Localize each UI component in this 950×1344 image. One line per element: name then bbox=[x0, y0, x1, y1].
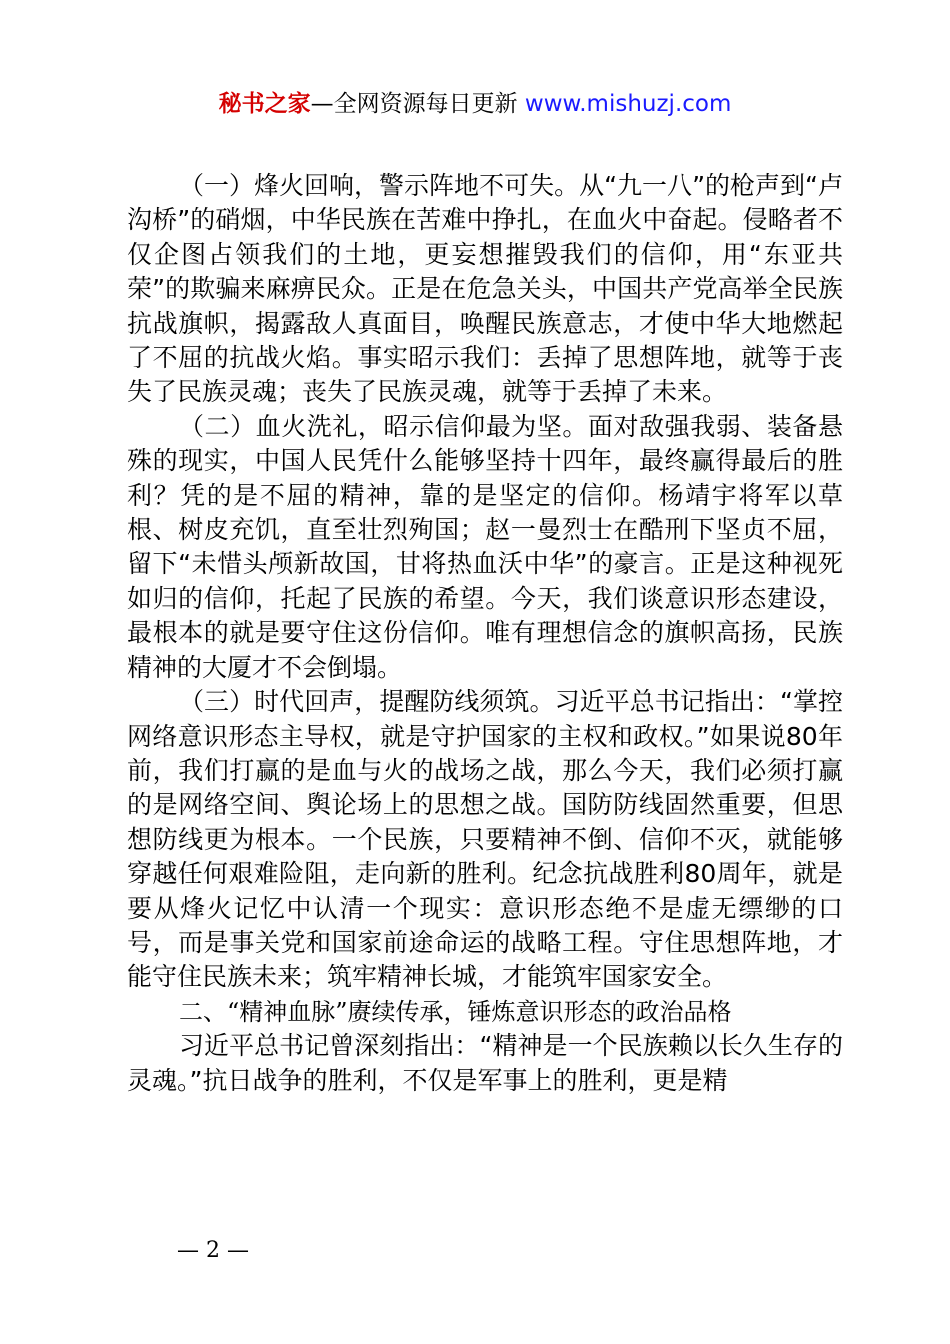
header-tagline: —全网资源每日更新 bbox=[310, 91, 518, 117]
header-url-link[interactable]: www.mishuzj.com bbox=[524, 91, 732, 117]
document-body bbox=[127, 169, 843, 1098]
page-number: — 2 — bbox=[177, 1238, 249, 1263]
paragraph-4: 习近平总书记曾深刻指出：“精神是一个民族赖以长久生存的灵魂。”抗日战争的胜利，不仅是军事上的胜利，更是精 bbox=[127, 1031, 843, 1095]
paragraph-2: （二）血火洗礼，昭示信仰最为坚。面对敌强我弱、装备悬殊的现实，中国人民凭什么能够坚持十四年，最终赢得最后的胜利？凭的是不屈的精神，靠的是坚定的信仰。杨靖宇将军以草根、树皮充饥，直至壮烈殉国；赵一曼烈士在酷刑下坚贞不屈，留下“未惜头颅新故国，甘将热血沃中华”的豪言。正是这种视死如归的信仰，托起了民族的希望。今天，我们谈意识形态建设，最根本的就是要守住这份信仰。唯有理想信念的旗帜高扬，民族精神的大厦才不会倒塌。 bbox=[127, 411, 843, 682]
header-brand: 秘书之家 bbox=[218, 91, 311, 117]
section-heading: 二、“精神血脉”赓续传承，锤炼意识形态的政治品格 bbox=[179, 997, 732, 1026]
paragraph-1: （一）烽火回响，警示阵地不可失。从“九一八”的枪声到“卢沟桥”的硝烟，中华民族在苦难中挣扎，在血火中奋起。侵略者不仅企图占领我们的土地，更妄想摧毁我们的信仰，用“东亚共荣”的欺骗来麻痹民众。正是在危急关头，中国共产党高举全民族抗战旗帜，揭露敌人真面目，唤醒民族意志，才使中华大地燃起了不屈的抗战火焰。事实昭示我们：丢掉了思想阵地，就等于丧失了民族灵魂；丧失了民族灵魂，就等于丢掉了未来。 bbox=[127, 171, 843, 407]
page-header bbox=[0, 86, 950, 122]
paragraph-3: （三）时代回声，提醒防线须筑。习近平总书记指出：“掌控网络意识形态主导权，就是守护国家的主权和政权。”如果说80年前，我们打赢的是血与火的战场之战，那么今天，我们必须打赢的是网络空间、舆论场上的思想之战。国防防线固然重要，但思想防线更为根本。一个民族，只要精神不倒、信仰不灭，就能够穿越任何艰难险阻，走向新的胜利。纪念抗战胜利80周年，就是要从烽火记忆中认清一个现实：意识形态绝不是虚无缥缈的口号，而是事关党和国家前途命运的战略工程。守住思想阵地，才能守住民族未来；筑牢精神长城，才能筑牢国家安全。 bbox=[127, 687, 844, 992]
